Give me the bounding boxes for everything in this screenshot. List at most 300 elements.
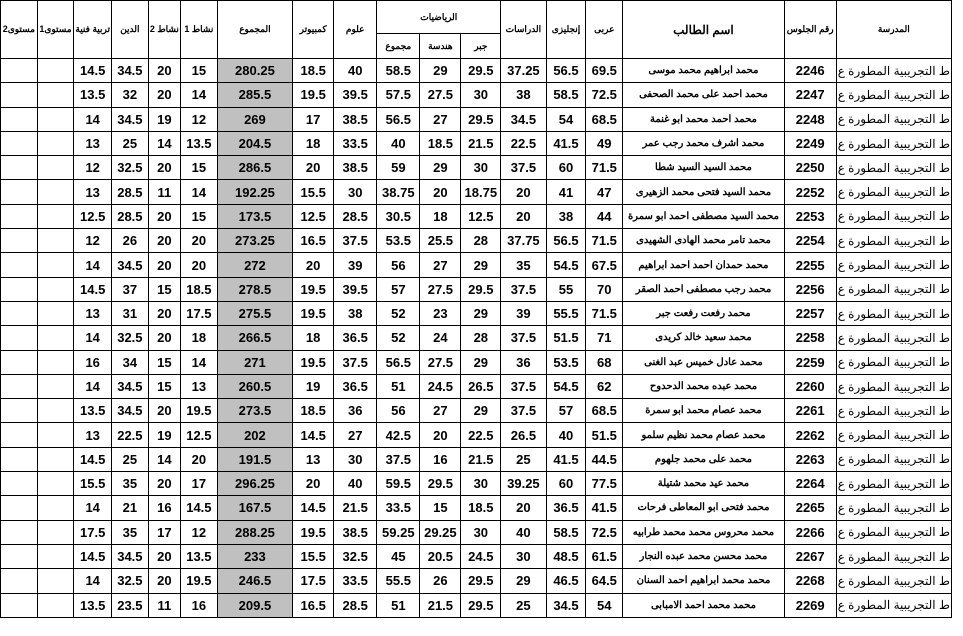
cell-activity2[interactable]: 20 — [148, 59, 180, 83]
cell-art[interactable]: 16 — [74, 350, 112, 374]
cell-religion[interactable]: 28.5 — [112, 180, 149, 204]
cell-activity2[interactable]: 15 — [148, 277, 180, 301]
cell-math-total[interactable]: 30.5 — [377, 204, 420, 228]
cell-level1[interactable] — [37, 83, 74, 107]
cell-science[interactable]: 21.5 — [334, 496, 377, 520]
cell-arabic[interactable]: 77.5 — [586, 472, 623, 496]
cell-religion[interactable]: 32.5 — [112, 156, 149, 180]
table-row[interactable] — [1, 156, 952, 180]
cell-algebra[interactable]: 18.75 — [461, 180, 501, 204]
cell-activity2[interactable]: 11 — [148, 180, 180, 204]
cell-english[interactable]: 55.5 — [546, 301, 586, 325]
cell-level2[interactable] — [1, 496, 38, 520]
cell-algebra[interactable]: 18.5 — [461, 496, 501, 520]
cell-school[interactable]: ط التجريبية المطورة ع — [836, 180, 951, 204]
cell-level1[interactable] — [37, 301, 74, 325]
cell-science[interactable]: 36 — [334, 399, 377, 423]
cell-religion[interactable]: 34.5 — [112, 544, 149, 568]
cell-art[interactable]: 12.5 — [74, 204, 112, 228]
cell-geometry[interactable]: 24 — [420, 326, 461, 350]
cell-algebra[interactable]: 12.5 — [461, 204, 501, 228]
cell-level1[interactable] — [37, 180, 74, 204]
table-row[interactable] — [1, 204, 952, 228]
cell-geometry[interactable]: 27.5 — [420, 83, 461, 107]
header-level2[interactable]: مستوى2 — [1, 1, 38, 59]
cell-math-total[interactable]: 59.5 — [377, 472, 420, 496]
cell-computer[interactable]: 14.5 — [293, 496, 334, 520]
cell-level1[interactable] — [37, 520, 74, 544]
cell-math-total[interactable]: 59 — [377, 156, 420, 180]
cell-religion[interactable]: 25 — [112, 131, 149, 155]
cell-math-total[interactable]: 57 — [377, 277, 420, 301]
cell-science[interactable]: 30 — [334, 180, 377, 204]
cell-geometry[interactable]: 20.5 — [420, 544, 461, 568]
cell-total[interactable]: 209.5 — [217, 593, 292, 617]
cell-english[interactable]: 60 — [546, 156, 586, 180]
cell-seat-number[interactable]: 2259 — [784, 350, 836, 374]
cell-level2[interactable] — [1, 374, 38, 398]
cell-activity2[interactable]: 14 — [148, 447, 180, 471]
cell-english[interactable]: 58.5 — [546, 520, 586, 544]
cell-level2[interactable] — [1, 326, 38, 350]
cell-seat-number[interactable]: 2247 — [784, 83, 836, 107]
cell-level1[interactable] — [37, 472, 74, 496]
cell-student-name[interactable]: محمد محروس محمد محمد طرابيه — [623, 520, 785, 544]
cell-level1[interactable] — [37, 569, 74, 593]
cell-religion[interactable]: 34.5 — [112, 374, 149, 398]
cell-math-total[interactable]: 40 — [377, 131, 420, 155]
cell-computer[interactable]: 14.5 — [293, 423, 334, 447]
header-studies[interactable]: الدراسات — [501, 1, 546, 59]
cell-total[interactable]: 273.25 — [217, 229, 292, 253]
cell-arabic[interactable]: 54 — [586, 593, 623, 617]
cell-computer[interactable]: 19.5 — [293, 350, 334, 374]
cell-total[interactable]: 260.5 — [217, 374, 292, 398]
cell-arabic[interactable]: 49 — [586, 131, 623, 155]
cell-geometry[interactable]: 24.5 — [420, 374, 461, 398]
cell-total[interactable]: 202 — [217, 423, 292, 447]
cell-level2[interactable] — [1, 156, 38, 180]
cell-seat-number[interactable]: 2256 — [784, 277, 836, 301]
cell-level2[interactable] — [1, 472, 38, 496]
cell-arabic[interactable]: 71 — [586, 326, 623, 350]
cell-science[interactable]: 33.5 — [334, 569, 377, 593]
cell-religion[interactable]: 34.5 — [112, 59, 149, 83]
cell-geometry[interactable]: 15 — [420, 496, 461, 520]
cell-school[interactable]: ط التجريبية المطورة ع — [836, 350, 951, 374]
cell-english[interactable]: 51.5 — [546, 326, 586, 350]
cell-level1[interactable] — [37, 593, 74, 617]
cell-science[interactable]: 38.5 — [334, 156, 377, 180]
cell-level1[interactable] — [37, 204, 74, 228]
cell-religion[interactable]: 26 — [112, 229, 149, 253]
cell-activity1[interactable]: 14 — [181, 180, 218, 204]
cell-student-name[interactable]: محمد السيد السيد شطا — [623, 156, 785, 180]
cell-student-name[interactable]: محمد فتحى ابو المعاطى فرحات — [623, 496, 785, 520]
cell-algebra[interactable]: 28 — [461, 229, 501, 253]
cell-activity1[interactable]: 19.5 — [181, 399, 218, 423]
cell-level2[interactable] — [1, 59, 38, 83]
cell-science[interactable]: 27 — [334, 423, 377, 447]
header-science[interactable]: علوم — [334, 1, 377, 59]
cell-science[interactable]: 37.5 — [334, 350, 377, 374]
table-row[interactable] — [1, 399, 952, 423]
cell-geometry[interactable]: 27.5 — [420, 350, 461, 374]
cell-activity2[interactable]: 16 — [148, 496, 180, 520]
cell-student-name[interactable]: محمد محمد ابراهيم احمد السنان — [623, 569, 785, 593]
cell-level2[interactable] — [1, 544, 38, 568]
cell-geometry[interactable]: 27 — [420, 253, 461, 277]
cell-science[interactable]: 36.5 — [334, 326, 377, 350]
cell-studies[interactable]: 37.25 — [501, 59, 546, 83]
cell-seat-number[interactable]: 2253 — [784, 204, 836, 228]
cell-arabic[interactable]: 51.5 — [586, 423, 623, 447]
cell-level1[interactable] — [37, 107, 74, 131]
cell-level2[interactable] — [1, 83, 38, 107]
cell-computer[interactable]: 18.5 — [293, 59, 334, 83]
cell-activity2[interactable]: 20 — [148, 472, 180, 496]
cell-school[interactable]: ط التجريبية المطورة ع — [836, 496, 951, 520]
cell-english[interactable]: 36.5 — [546, 496, 586, 520]
cell-level2[interactable] — [1, 350, 38, 374]
cell-seat-number[interactable]: 2260 — [784, 374, 836, 398]
cell-math-total[interactable]: 56.5 — [377, 350, 420, 374]
cell-algebra[interactable]: 21.5 — [461, 131, 501, 155]
cell-arabic[interactable]: 70 — [586, 277, 623, 301]
cell-math-total[interactable]: 55.5 — [377, 569, 420, 593]
cell-activity2[interactable]: 17 — [148, 520, 180, 544]
cell-student-name[interactable]: محمد محمد احمد الامبابى — [623, 593, 785, 617]
cell-level1[interactable] — [37, 326, 74, 350]
cell-level1[interactable] — [37, 423, 74, 447]
cell-level1[interactable] — [37, 399, 74, 423]
cell-total[interactable]: 269 — [217, 107, 292, 131]
cell-english[interactable]: 54 — [546, 107, 586, 131]
cell-total[interactable]: 286.5 — [217, 156, 292, 180]
cell-studies[interactable]: 26.5 — [501, 423, 546, 447]
cell-activity1[interactable]: 13.5 — [181, 544, 218, 568]
cell-algebra[interactable]: 26.5 — [461, 374, 501, 398]
cell-level1[interactable] — [37, 59, 74, 83]
cell-student-name[interactable]: محمد على محمد جلهوم — [623, 447, 785, 471]
cell-geometry[interactable]: 18 — [420, 204, 461, 228]
header-religion[interactable]: الدين — [112, 1, 149, 59]
cell-english[interactable]: 41.5 — [546, 447, 586, 471]
cell-activity2[interactable]: 20 — [148, 156, 180, 180]
cell-level2[interactable] — [1, 253, 38, 277]
cell-computer[interactable]: 18.5 — [293, 399, 334, 423]
cell-school[interactable]: ط التجريبية المطورة ع — [836, 520, 951, 544]
cell-religion[interactable]: 21 — [112, 496, 149, 520]
cell-english[interactable]: 55 — [546, 277, 586, 301]
cell-level2[interactable] — [1, 180, 38, 204]
table-row[interactable] — [1, 423, 952, 447]
cell-art[interactable]: 14.5 — [74, 277, 112, 301]
cell-english[interactable]: 41.5 — [546, 131, 586, 155]
cell-geometry[interactable]: 29 — [420, 59, 461, 83]
cell-religion[interactable]: 23.5 — [112, 593, 149, 617]
cell-school[interactable]: ط التجريبية المطورة ع — [836, 399, 951, 423]
header-math-total[interactable]: مجموع — [377, 34, 420, 59]
cell-school[interactable]: ط التجريبية المطورة ع — [836, 374, 951, 398]
cell-arabic[interactable]: 44 — [586, 204, 623, 228]
cell-seat-number[interactable]: 2261 — [784, 399, 836, 423]
cell-level2[interactable] — [1, 107, 38, 131]
header-english[interactable]: إنجليزى — [546, 1, 586, 59]
cell-school[interactable]: ط التجريبية المطورة ع — [836, 107, 951, 131]
cell-algebra[interactable]: 29.5 — [461, 569, 501, 593]
cell-activity2[interactable]: 20 — [148, 569, 180, 593]
cell-algebra[interactable]: 30 — [461, 156, 501, 180]
cell-school[interactable]: ط التجريبية المطورة ع — [836, 83, 951, 107]
cell-algebra[interactable]: 29.5 — [461, 593, 501, 617]
cell-seat-number[interactable]: 2268 — [784, 569, 836, 593]
cell-art[interactable]: 14 — [74, 326, 112, 350]
cell-level2[interactable] — [1, 593, 38, 617]
cell-math-total[interactable]: 37.5 — [377, 447, 420, 471]
cell-math-total[interactable]: 33.5 — [377, 496, 420, 520]
cell-activity1[interactable]: 15 — [181, 204, 218, 228]
header-math[interactable]: الرياضيات — [377, 1, 501, 34]
cell-activity1[interactable]: 14 — [181, 350, 218, 374]
cell-math-total[interactable]: 53.5 — [377, 229, 420, 253]
table-row[interactable] — [1, 253, 952, 277]
cell-art[interactable]: 14 — [74, 569, 112, 593]
cell-seat-number[interactable]: 2258 — [784, 326, 836, 350]
cell-studies[interactable]: 36 — [501, 350, 546, 374]
cell-total[interactable]: 204.5 — [217, 131, 292, 155]
cell-student-name[interactable]: محمد رفعت رفعت جبر — [623, 301, 785, 325]
cell-science[interactable]: 40 — [334, 472, 377, 496]
cell-geometry[interactable]: 27 — [420, 399, 461, 423]
cell-studies[interactable]: 38 — [501, 83, 546, 107]
cell-school[interactable]: ط التجريبية المطورة ع — [836, 204, 951, 228]
cell-activity1[interactable]: 14 — [181, 83, 218, 107]
cell-english[interactable]: 56.5 — [546, 229, 586, 253]
cell-english[interactable]: 57 — [546, 399, 586, 423]
cell-english[interactable]: 54.5 — [546, 374, 586, 398]
cell-science[interactable]: 33.5 — [334, 131, 377, 155]
cell-seat-number[interactable]: 2267 — [784, 544, 836, 568]
cell-art[interactable]: 13 — [74, 180, 112, 204]
cell-art[interactable]: 12 — [74, 229, 112, 253]
cell-religion[interactable]: 31 — [112, 301, 149, 325]
cell-art[interactable]: 13 — [74, 301, 112, 325]
cell-total[interactable]: 173.5 — [217, 204, 292, 228]
cell-student-name[interactable]: محمد تامر محمد الهادى الشهيدى — [623, 229, 785, 253]
cell-geometry[interactable]: 29.25 — [420, 520, 461, 544]
cell-student-name[interactable]: محمد عصام محمد نظيم سلمو — [623, 423, 785, 447]
cell-geometry[interactable]: 20 — [420, 423, 461, 447]
cell-level2[interactable] — [1, 569, 38, 593]
cell-activity2[interactable]: 20 — [148, 83, 180, 107]
cell-art[interactable]: 15.5 — [74, 472, 112, 496]
cell-level1[interactable] — [37, 229, 74, 253]
cell-level2[interactable] — [1, 447, 38, 471]
cell-school[interactable]: ط التجريبية المطورة ع — [836, 229, 951, 253]
table-row[interactable] — [1, 350, 952, 374]
table-row[interactable] — [1, 496, 952, 520]
cell-student-name[interactable]: محمد السيد فتحى محمد الزهيرى — [623, 180, 785, 204]
cell-activity2[interactable]: 20 — [148, 253, 180, 277]
cell-activity2[interactable]: 20 — [148, 204, 180, 228]
cell-level1[interactable] — [37, 277, 74, 301]
cell-religion[interactable]: 34.5 — [112, 107, 149, 131]
cell-computer[interactable]: 18 — [293, 131, 334, 155]
cell-seat-number[interactable]: 2257 — [784, 301, 836, 325]
cell-math-total[interactable]: 45 — [377, 544, 420, 568]
table-row[interactable] — [1, 180, 952, 204]
cell-studies[interactable]: 39 — [501, 301, 546, 325]
table-row[interactable] — [1, 59, 952, 83]
cell-studies[interactable]: 20 — [501, 496, 546, 520]
cell-science[interactable]: 39.5 — [334, 277, 377, 301]
cell-religion[interactable]: 32.5 — [112, 569, 149, 593]
cell-arabic[interactable]: 72.5 — [586, 83, 623, 107]
cell-art[interactable]: 13.5 — [74, 593, 112, 617]
cell-geometry[interactable]: 29.5 — [420, 472, 461, 496]
table-row[interactable] — [1, 374, 952, 398]
cell-arabic[interactable]: 68.5 — [586, 399, 623, 423]
cell-studies[interactable]: 25 — [501, 447, 546, 471]
cell-school[interactable]: ط التجريبية المطورة ع — [836, 593, 951, 617]
table-row[interactable] — [1, 569, 952, 593]
header-level1[interactable]: مستوى1 — [37, 1, 74, 59]
cell-studies[interactable]: 37.5 — [501, 399, 546, 423]
cell-school[interactable]: ط التجريبية المطورة ع — [836, 326, 951, 350]
cell-arabic[interactable]: 62 — [586, 374, 623, 398]
table-row[interactable] — [1, 447, 952, 471]
cell-student-name[interactable]: محمد عادل خميس عبد الغنى — [623, 350, 785, 374]
cell-activity2[interactable]: 15 — [148, 374, 180, 398]
cell-english[interactable]: 46.5 — [546, 569, 586, 593]
cell-school[interactable]: ط التجريبية المطورة ع — [836, 277, 951, 301]
cell-english[interactable]: 34.5 — [546, 593, 586, 617]
cell-computer[interactable]: 16.5 — [293, 593, 334, 617]
cell-activity1[interactable]: 13.5 — [181, 131, 218, 155]
cell-religion[interactable]: 34.5 — [112, 399, 149, 423]
cell-student-name[interactable]: محمد سعيد خالد كريدى — [623, 326, 785, 350]
cell-level1[interactable] — [37, 496, 74, 520]
cell-algebra[interactable]: 29 — [461, 301, 501, 325]
cell-geometry[interactable]: 23 — [420, 301, 461, 325]
cell-studies[interactable]: 37.5 — [501, 277, 546, 301]
cell-seat-number[interactable]: 2263 — [784, 447, 836, 471]
cell-algebra[interactable]: 29.5 — [461, 277, 501, 301]
cell-seat-number[interactable]: 2249 — [784, 131, 836, 155]
table-row[interactable] — [1, 229, 952, 253]
cell-english[interactable]: 58.5 — [546, 83, 586, 107]
cell-algebra[interactable]: 29 — [461, 253, 501, 277]
cell-activity1[interactable]: 18 — [181, 326, 218, 350]
cell-computer[interactable]: 20 — [293, 253, 334, 277]
cell-algebra[interactable]: 29.5 — [461, 107, 501, 131]
cell-arabic[interactable]: 44.5 — [586, 447, 623, 471]
cell-geometry[interactable]: 26 — [420, 569, 461, 593]
cell-arabic[interactable]: 71.5 — [586, 156, 623, 180]
cell-science[interactable]: 32.5 — [334, 544, 377, 568]
cell-level2[interactable] — [1, 204, 38, 228]
cell-math-total[interactable]: 57.5 — [377, 83, 420, 107]
table-row[interactable] — [1, 544, 952, 568]
cell-religion[interactable]: 32.5 — [112, 326, 149, 350]
cell-seat-number[interactable]: 2246 — [784, 59, 836, 83]
cell-english[interactable]: 53.5 — [546, 350, 586, 374]
cell-computer[interactable]: 19.5 — [293, 277, 334, 301]
cell-total[interactable]: 288.25 — [217, 520, 292, 544]
cell-religion[interactable]: 28.5 — [112, 204, 149, 228]
cell-religion[interactable]: 34 — [112, 350, 149, 374]
table-row[interactable] — [1, 277, 952, 301]
cell-studies[interactable]: 20 — [501, 204, 546, 228]
cell-activity2[interactable]: 14 — [148, 131, 180, 155]
header-activity2[interactable]: نشاط 2 — [148, 1, 180, 59]
cell-computer[interactable]: 16.5 — [293, 229, 334, 253]
cell-algebra[interactable]: 30 — [461, 472, 501, 496]
cell-religion[interactable]: 32 — [112, 83, 149, 107]
cell-seat-number[interactable]: 2250 — [784, 156, 836, 180]
cell-seat-number[interactable]: 2264 — [784, 472, 836, 496]
cell-arabic[interactable]: 68 — [586, 350, 623, 374]
cell-student-name[interactable]: محمد حمدان احمد احمد ابراهيم — [623, 253, 785, 277]
cell-science[interactable]: 38 — [334, 301, 377, 325]
cell-arabic[interactable]: 71.5 — [586, 229, 623, 253]
cell-school[interactable]: ط التجريبية المطورة ع — [836, 59, 951, 83]
cell-english[interactable]: 60 — [546, 472, 586, 496]
cell-math-total[interactable]: 56 — [377, 253, 420, 277]
cell-school[interactable]: ط التجريبية المطورة ع — [836, 423, 951, 447]
cell-level2[interactable] — [1, 277, 38, 301]
cell-geometry[interactable]: 18.5 — [420, 131, 461, 155]
cell-activity1[interactable]: 12 — [181, 107, 218, 131]
cell-school[interactable]: ط التجريبية المطورة ع — [836, 544, 951, 568]
cell-activity1[interactable]: 20 — [181, 229, 218, 253]
cell-seat-number[interactable]: 2265 — [784, 496, 836, 520]
cell-english[interactable]: 56.5 — [546, 59, 586, 83]
cell-studies[interactable]: 35 — [501, 253, 546, 277]
cell-activity1[interactable]: 15 — [181, 59, 218, 83]
cell-math-total[interactable]: 52 — [377, 301, 420, 325]
cell-art[interactable]: 13.5 — [74, 83, 112, 107]
cell-arabic[interactable]: 72.5 — [586, 520, 623, 544]
cell-algebra[interactable]: 29.5 — [461, 59, 501, 83]
cell-algebra[interactable]: 30 — [461, 83, 501, 107]
cell-school[interactable]: ط التجريبية المطورة ع — [836, 131, 951, 155]
cell-algebra[interactable]: 22.5 — [461, 423, 501, 447]
cell-studies[interactable]: 20 — [501, 180, 546, 204]
cell-arabic[interactable]: 69.5 — [586, 59, 623, 83]
cell-level1[interactable] — [37, 374, 74, 398]
cell-geometry[interactable]: 20 — [420, 180, 461, 204]
cell-total[interactable]: 167.5 — [217, 496, 292, 520]
cell-science[interactable]: 40 — [334, 59, 377, 83]
cell-arabic[interactable]: 41.5 — [586, 496, 623, 520]
cell-computer[interactable]: 13 — [293, 447, 334, 471]
cell-algebra[interactable]: 24.5 — [461, 544, 501, 568]
cell-computer[interactable]: 20 — [293, 472, 334, 496]
cell-arabic[interactable]: 47 — [586, 180, 623, 204]
cell-level1[interactable] — [37, 447, 74, 471]
cell-activity2[interactable]: 19 — [148, 107, 180, 131]
cell-studies[interactable]: 39.25 — [501, 472, 546, 496]
table-row[interactable] — [1, 301, 952, 325]
cell-studies[interactable]: 25 — [501, 593, 546, 617]
cell-seat-number[interactable]: 2266 — [784, 520, 836, 544]
cell-seat-number[interactable]: 2269 — [784, 593, 836, 617]
table-row[interactable] — [1, 131, 952, 155]
cell-total[interactable]: 233 — [217, 544, 292, 568]
cell-arabic[interactable]: 64.5 — [586, 569, 623, 593]
